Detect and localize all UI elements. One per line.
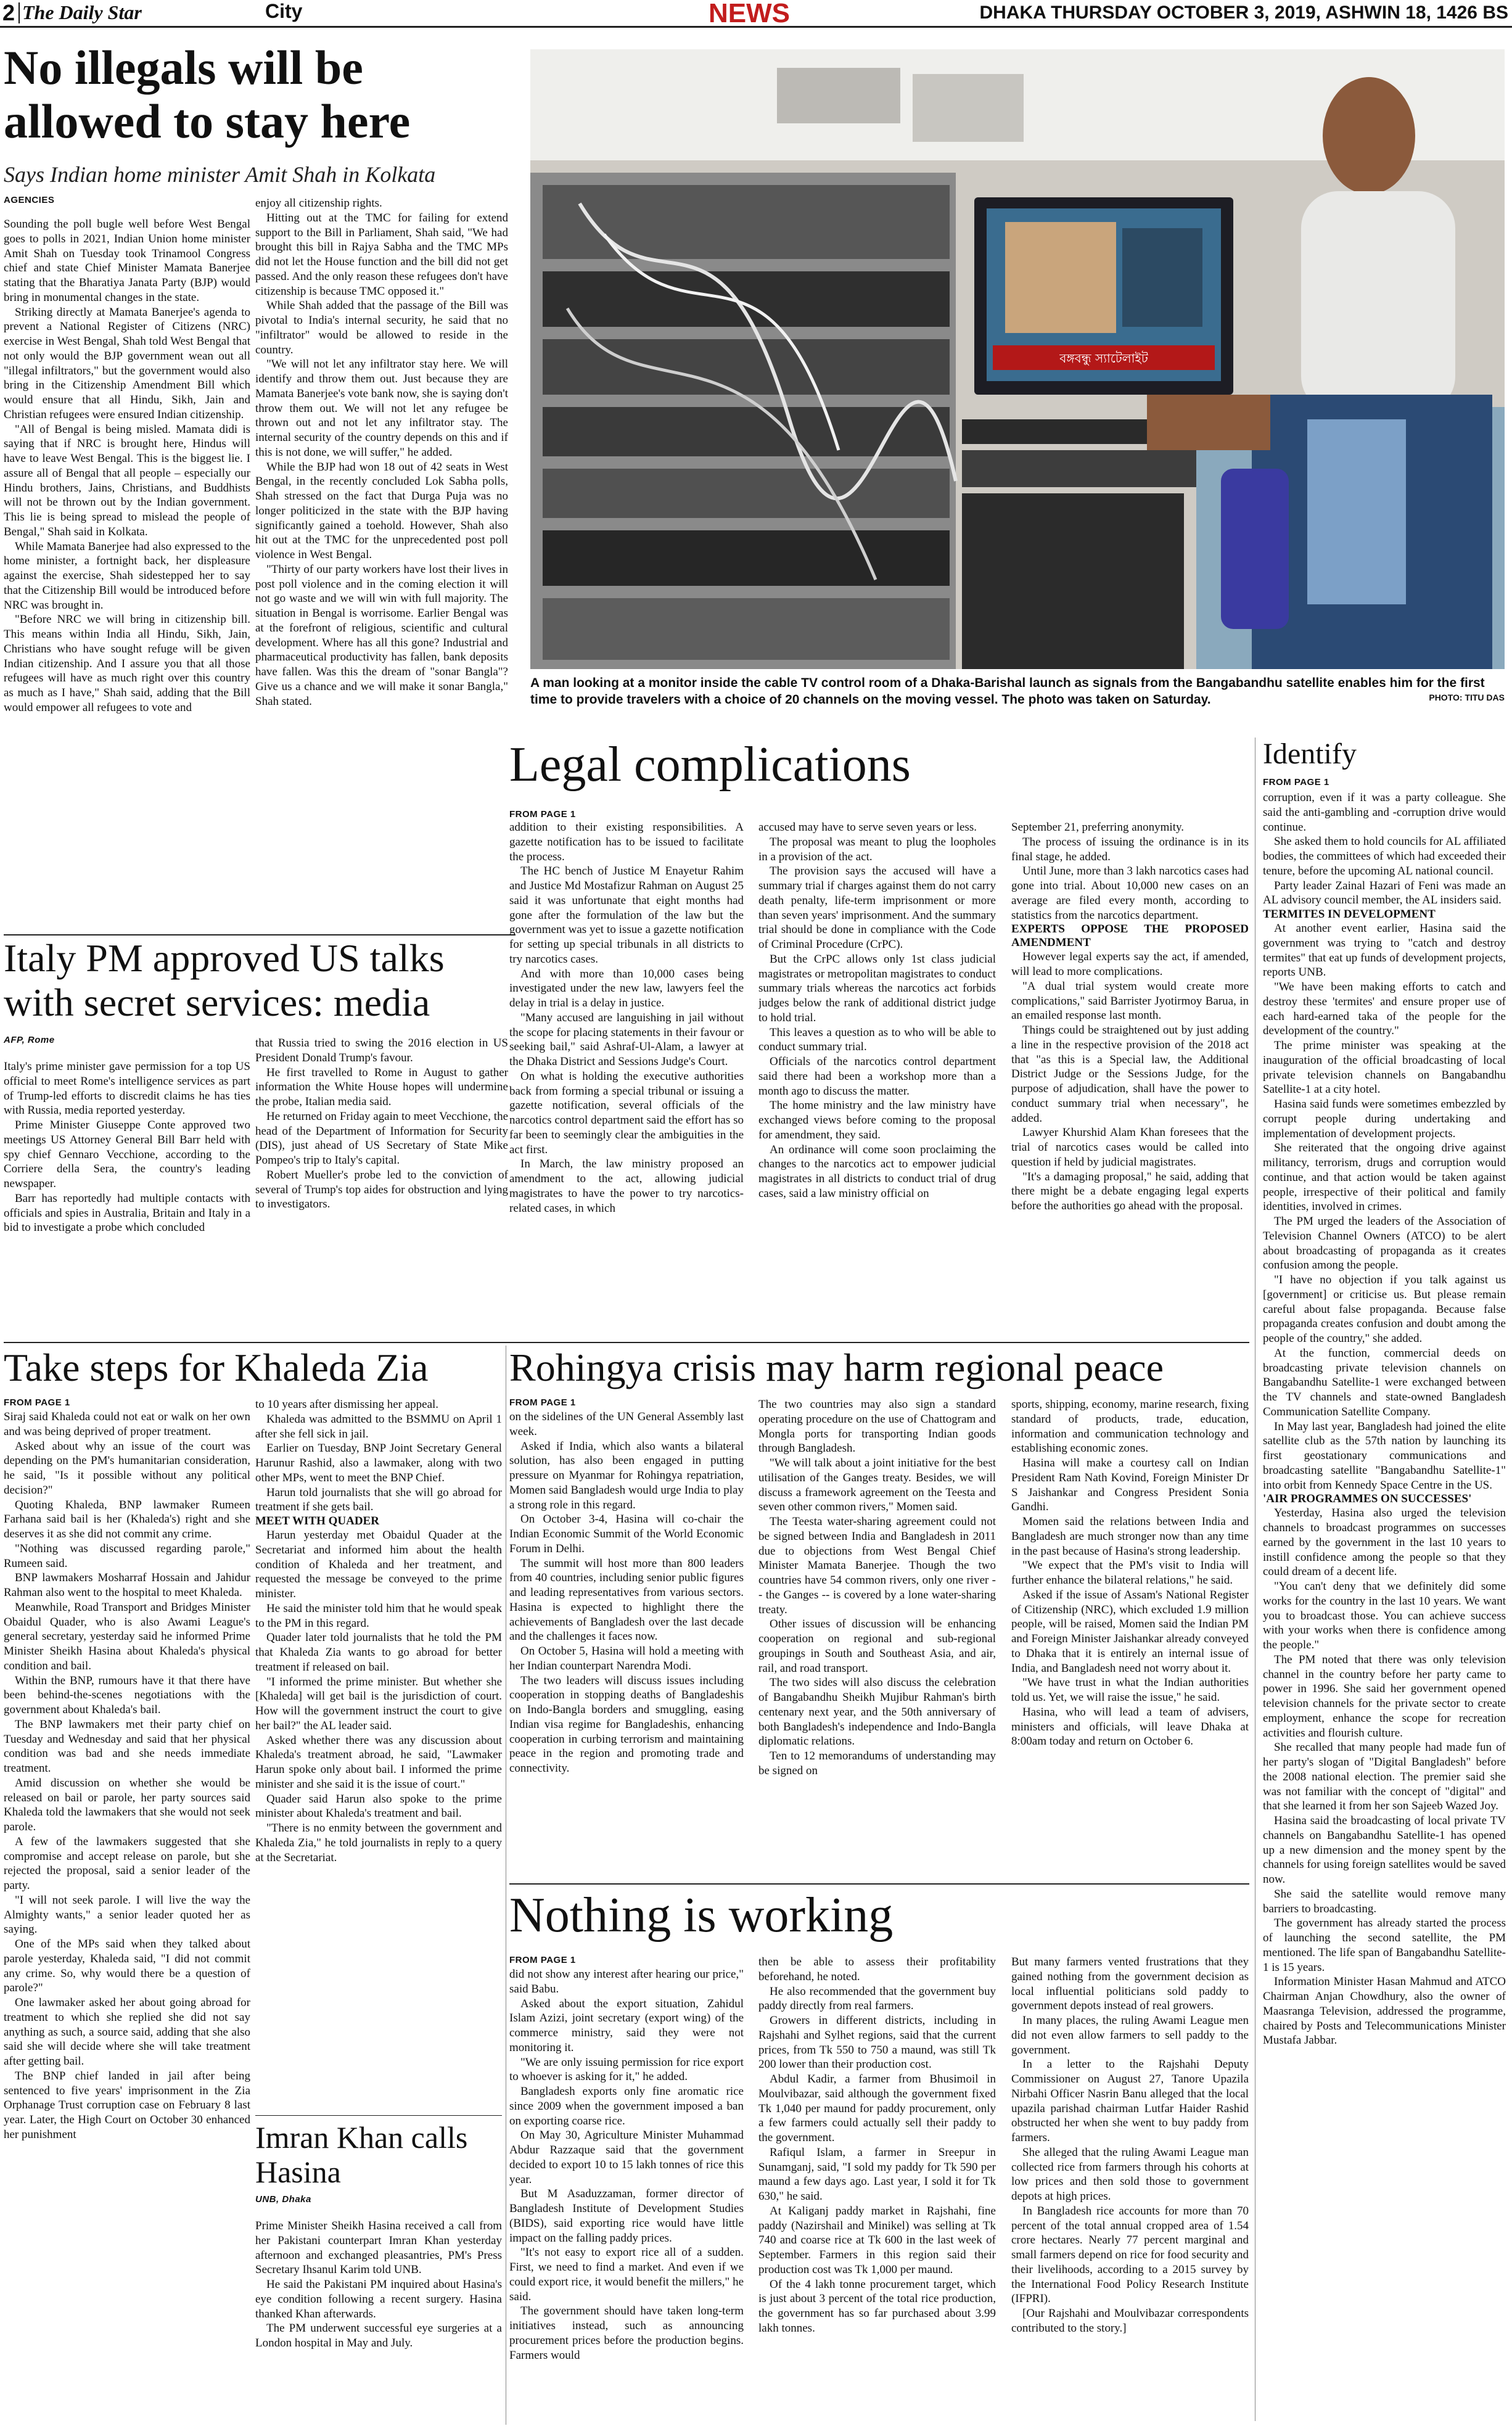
- page-number: 2: [2, 0, 15, 25]
- paragraph: Abdul Kadir, a farmer from Bhusimoil in Moulvibazar, said although the government fixed Tk 1,040 per maund for paddy procurement, only a few farmers could actually sell their paddy to the government.: [758, 2073, 996, 2144]
- paragraph: He said the minister told him that he would speak to the PM in this regard.: [255, 1601, 502, 1630]
- paragraph: Hitting out at the TMC for failing for extend support to the Bill in Parliament, Shah said, "We had brought this bill in Rajya Sabha and the TMC MPs did not let the House function and the bill did not get passed. And the only reason these refugees don't have citizenship is because TMC opposed it.": [255, 211, 508, 298]
- paragraph: "We will talk about a joint initiative for the best utilisation of the Ganges treaty. Besides, we will discuss a framework agreement on the Teesta and seven other common rivers," Momen said.: [758, 1457, 996, 1514]
- paragraph: Within the BNP, rumours have it that there have been behind-the-scenes negotiations with the government about Khaleda's bail.: [4, 1674, 250, 1716]
- news-label: NEWS: [709, 0, 790, 28]
- paragraph: While Shah added that the passage of the Bill was pivotal to India's internal security, he said that no "infiltrator" would be allowed to reside in the country.: [255, 299, 508, 356]
- paragraph: Growers in different districts, including in Rajshahi and Sylhet regions, said that the current prices, from Tk 550 to 750 a maund, was still Tk 200 lower than their production cost.: [758, 2014, 996, 2071]
- paragraph: EXPERTS OPPOSE THE PROPOSED AMENDMENT: [1011, 923, 1249, 950]
- rohingya-col-1: [509, 1410, 744, 1878]
- paragraph: Harun yesterday met Obaidul Quader at the Secretariat and informed him about the health condition of Khaleda and her treatment, and requested the message be conveyed to the prime minister.: [255, 1529, 502, 1600]
- paragraph: At the function, commercial deeds on broadcasting private television channels on Bangabandhu Satellite-1 were exchanged between the TV channels and state-owned Bangladesh Communication Satellite Company.: [1263, 1346, 1506, 1418]
- paragraph: TERMITES IN DEVELOPMENT: [1263, 908, 1436, 921]
- paragraph: Robert Mueller's probe led to the conviction of several of Trump's top aides for obstruction and lying to investigators.: [255, 1168, 508, 1211]
- paragraph: "We expect that the PM's visit to India will further enhance the bilateral relations," he said.: [1011, 1559, 1249, 1587]
- paragraph: Asked whether there was any discussion about Khaleda's treatment abroad, he said, "Lawmaker Harun spoke only about bail. I informed the prime minister and she said it is the issue of court.": [255, 1733, 502, 1791]
- paragraph: Lawyer Khurshid Alam Khan foresees that the trial of narcotics cases would be called into question if held by judicial magistrates.: [1011, 1126, 1249, 1169]
- paragraph: on the sidelines of the UN General Assembly last week.: [509, 1410, 744, 1438]
- byline-illegals: AGENCIES: [4, 195, 55, 205]
- paragraph: Hasina will make a courtesy call on Indian President Ram Nath Kovind, Foreign Minister Dr S Jaishankar and Congress President Sonia Gandhi.: [1011, 1457, 1249, 1514]
- paragraph: In a letter to the Rajshahi Deputy Commissioner on August 27, Tanore Upazila Nirbahi Officer Nasrin Banu alleged that the local upazila parishad chairman Lutfar Haider Rashid obstructed her when she went to buy paddy from farmers.: [1011, 2058, 1249, 2144]
- headline-imran: Imran Khan calls Hasina: [255, 2120, 468, 2189]
- paragraph: The provision says the accused will have a summary trial if charges against them do not carry death penalty, life-term imprisonment or more than seven years' imprisonment. And the summary trial should be done in compliance with the Code of Criminal Procedure (CrPC).: [758, 865, 996, 951]
- paragraph: "There is no enmity between the government and Khaleda Zia," he told journalists in reply to a query at the Secretariat.: [255, 1822, 502, 1864]
- rohingya-col-2: [758, 1397, 996, 1878]
- rohingya-col-3: [1011, 1397, 1249, 1878]
- paragraph: Other issues of discussion will be enhancing cooperation on regional and sub-regional groupings in South and Southeast Asia, and air, rail, and road transport.: [758, 1618, 996, 1675]
- paragraph: The two leaders will discuss issues including cooperation in stopping deaths of Bangladeshis on Indo-Bangla borders and smuggling, easing Indian visa regime for Bangladeshis, enhancing cooperation in curbing terrorism and maintaining peace in the region and promoting trade and connectivity.: [509, 1674, 744, 1775]
- paragraph: But many farmers vented frustrations that they gained nothing from the government decision as local influential politicians sold paddy to government depots instead of real growers.: [1011, 1955, 1249, 2013]
- paragraph: In March, the law ministry proposed an amendment to the act, allowing judicial magistrates to have the power to try narcotics-related cases, in which: [509, 1157, 744, 1215]
- headline-nothing: Nothing is working: [509, 1888, 894, 1943]
- paragraph: 'AIR PROGRAMMES ON SUCCESSES': [1263, 1492, 1472, 1506]
- paragraph: A few of the lawmakers suggested that she compromise and accept release on parole, but she rejected the proposal, said a senior leader of the party.: [4, 1835, 250, 1892]
- paragraph: The proposal was meant to plug the loopholes in a provision of the act.: [758, 835, 996, 863]
- byline-italy: AFP, Rome: [4, 1035, 55, 1045]
- paragraph: She said the satellite would remove many barriers to broadcasting.: [1263, 1887, 1506, 1915]
- paragraph: Of the 4 lakh tonne procurement target, which is just about 3 percent of the total rice production, the government has so far purchased about 3.99 lakh tonnes.: [758, 2277, 996, 2335]
- paragraph: While Mamata Banerjee had also expressed to the home minister, a fortnight back, her displeasure against the exercise, Shah sidestepped her to say that the Citizenship Bill would be introduced before NRC was brought in.: [4, 540, 250, 612]
- paragraph: The BNP chief landed in jail after being sentenced to five years' imprisonment in the Zia Orphanage Trust corruption case on February 8 last year. Later, the High Court on October 30 enhanced her punishment: [4, 2069, 250, 2141]
- paragraph: addition to their existing responsibilities. A gazette notification has to be issued to facilitate the process.: [509, 821, 744, 863]
- illegals-col-2: [255, 196, 508, 930]
- paragraph: Asked if the issue of Assam's National Register of Citizenship (NRC), which excluded 1.9 million people, will be raised, Momen said the Indian PM and Foreign Minister Jaishankar already conveyed to Dhaka that it is entirely an internal issue of India, and Bangladesh need not worry about it.: [1011, 1588, 1249, 1675]
- rule-illegals: [4, 934, 516, 935]
- paragraph: On what is holding the executive authorities back from forming a special tribunal or issuing a gazette notification, several officials of the narcotics control department said the effort has so far been to seemingly clear the ambiguities in the act first.: [509, 1069, 744, 1156]
- paragraph: Sounding the poll bugle well before West Bengal goes to polls in 2021, Indian Union home minister Amit Shah on Tuesday took Trinamool Congress chief and state Chief Minister Mamata Banerjee stating that the Bharatiya Janata Party (BJP) would bring in monumental changes in the state.: [4, 218, 250, 304]
- headline-italy: Italy PM approved US talks with secret services: media: [4, 936, 445, 1024]
- deck-illegals: Says Indian home minister Amit Shah in Kolkata: [4, 162, 436, 187]
- paragraph: The home ministry and the law ministry have exchanged views before coming to the proposal for amendment, they said.: [758, 1099, 996, 1141]
- paragraph: Prime Minister Giuseppe Conte approved two meetings US Attorney General Bill Barr held with spy chief Gennaro Vecchione, according to the Corriere della Sera, the country's leading newspaper.: [4, 1119, 250, 1190]
- paragraph: On October 3-4, Hasina will co-chair the Indian Economic Summit of the World Economic Forum in Delhi.: [509, 1513, 744, 1555]
- paragraph: One of the MPs said when they talked about parole yesterday, Khaleda said, "I did not commit any crime. So, why would there be a question of parole?": [4, 1938, 250, 1995]
- paragraph: "You can't deny that we definitely did some works for the country in the last 10 years. We want you to broadcast those. You can achieve success with your works when there is confidence among the people.": [1263, 1580, 1506, 1651]
- paragraph: Until June, more than 3 lakh narcotics cases had gone into trial. About 10,000 new cases on an average are filed every month, according to statistics from the narcotics department.: [1011, 865, 1249, 922]
- byline-imran: UNB, Dhaka: [255, 2194, 311, 2205]
- byline-rohingya: FROM PAGE 1: [509, 1397, 576, 1408]
- section-name: City: [265, 0, 303, 22]
- paragraph: Information Minister Hasan Mahmud and ATCO Chairman Anjan Chowdhury, also the owner of Maasranga Television, addressed the programme, chaired by Posts and Telecommunications Minister Mustafa Jabbar.: [1263, 1975, 1506, 2047]
- paragraph: She reiterated that the ongoing drive against militancy, terrorism, drugs and corruption would continue, and that action would be taken against people, irrespective of their political and family identities, involved in crimes.: [1263, 1141, 1506, 1214]
- paragraph: While the BJP had won 18 out of 42 seats in West Bengal, in the recently concluded Lok Sabha polls, Shah stressed on the fact that Durga Puja was no longer politicized in the state with the BJP having significantly gained a toehold. However, Shah also hit out at the TMC for the unprecedented post poll violence in West Bengal.: [255, 460, 508, 561]
- rule-rohingya: [509, 1883, 1249, 1885]
- paragraph: The Teesta water-sharing agreement could not be signed between India and Bangladesh in 2011 due to objections from West Bengal Chief Minister Mamata Banerjee. Though the two countries have 54 common rivers, only one river -- the Ganges -- is covered by a lone water-sharing treaty.: [758, 1515, 996, 1616]
- paragraph: She asked them to hold councils for AL affiliated bodies, the committees of which had exceeded their tenure, before the upcoming AL national council.: [1263, 835, 1506, 878]
- paragraph: [Our Rajshahi and Moulvibazar correspondents contributed to the story.]: [1011, 2307, 1249, 2335]
- byline-legal: FROM PAGE 1: [509, 809, 576, 820]
- italy-col-1: [4, 1059, 250, 1337]
- paragraph: In May last year, Bangladesh had joined the elite satellite club as the 57th nation by launching its first geostationary communications and broadcasting satellite "Bangabandhu Satellite-1" into orbit from Kennedy Space Centre in the US.: [1263, 1420, 1506, 1492]
- paragraph: She alleged that the ruling Awami League man collected rice from farmers through his cohorts at low prices and then sold those to government depots at high prices.: [1011, 2145, 1249, 2203]
- paragraph: Yesterday, Hasina also urged the television channels to broadcast programmes on successes earned by the government in the last 10 years to instill confidence among the people so that they could dream of a decent life.: [1263, 1507, 1506, 1579]
- paragraph: But the CrPC allows only 1st class judicial magistrates or metropolitan magistrates to conduct summary trials whereas the narcotics act forbids judges below the rank of additional district judge to hold trial.: [758, 952, 996, 1024]
- paragraph: Quoting Khaleda, BNP lawmaker Rumeen Farhana said bail is her (Khaleda's) right and she deserves it as she did not commit any crime.: [4, 1498, 250, 1540]
- paragraph: The PM urged the leaders of the Association of Television Channel Owners (ATCO) to be alert about broadcasting of propaganda as it creates confusion among the people.: [1263, 1215, 1506, 1272]
- paragraph: Party leader Zainal Hazari of Feni was made an AL advisory council member, the AL insiders said.: [1263, 879, 1506, 907]
- paragraph: Asked if India, which also wants a bilateral solution, has also been engaged in putting pressure on Myanmar for Rohingya repatriation, Momen said Bangladesh would urge India to play a strong role in this regard.: [509, 1439, 744, 1511]
- paragraph: "I will not seek parole. I will live the way the Almighty wants," a senior leader quoted her as saying.: [4, 1893, 250, 1936]
- byline-khaleda: FROM PAGE 1: [4, 1397, 70, 1408]
- paragraph: "All of Bengal is being misled. Mamata didi is saying that if NRC is brought here, Hindus will have to leave West Bengal. This is the biggest lie. I assure all of Bengal that all people – especially our Hindu brothers, Jains, Christians, and Buddhists will not be thrown out by the Indian government. This lie is being spread to mislead the people of Bengal," Shah said in Kolkata.: [4, 422, 250, 538]
- paragraph: The BNP lawmakers met their party chief on Tuesday and Wednesday and said that her physical condition was bad and she needs immediate treatment.: [4, 1717, 250, 1775]
- paragraph: "Before NRC we will bring in citizenship bill. This means within India all Hindu, Sikh, Jain, Christians who have sought refuge will be given Indian citizenship. And I assure you that all those refugees will have as much right over this country as much as I have," Shah said, adding that the Bill would empower all refugees to vote and: [4, 613, 250, 714]
- paragraph: accused may have to serve seven years or less.: [758, 821, 977, 834]
- headline-illegals: No illegals will be allowed to stay here: [4, 41, 411, 149]
- paragraph: Hasina said funds were sometimes embezzled by corrupt people during undertaking and implementation of development projects.: [1263, 1098, 1506, 1140]
- paragraph: MEET WITH QUADER: [255, 1515, 379, 1527]
- legal-col-3: [1011, 820, 1249, 1344]
- paragraph: Asked about the export situation, Zahidul Islam Azizi, joint secretary (export wing) of the commerce ministry, said they were not monitoring it.: [509, 1997, 744, 2054]
- paragraph: Prime Minister Sheikh Hasina received a call from her Pakistani counterpart Imran Khan yesterday afternoon and exchanged pleasantries, PM's Press Secretary Ihsanul Karim told UNB.: [255, 2219, 502, 2277]
- illegals-col-1: [4, 217, 250, 939]
- paragraph: However legal experts say the act, if amended, will lead to more complications.: [1011, 950, 1249, 978]
- paragraph: The prime minister was speaking at the inauguration of the official broadcasting of local private television channels on Bangabandhu Satellite-1 at a city hotel.: [1263, 1039, 1506, 1096]
- caption-text: A man looking at a monitor inside the cable TV control room of a Dhaka-Barishal launch as signals from the Bangabandhu satellite enables him for the first time to provide travelers with a choice of 20 channels on the moving vessel. The photo was taken on Saturday.: [530, 676, 1485, 707]
- paragraph: "Nothing was discussed regarding parole," Rumeen said.: [4, 1542, 250, 1570]
- byline-identify: FROM PAGE 1: [1263, 777, 1329, 787]
- paragraph: sports, shipping, economy, marine research, fixing standard of products, trade, education, information and communication technology and establishing economic zones.: [1011, 1398, 1249, 1455]
- paragraph: In Bangladesh rice accounts for more than 70 percent of the total annual cropped area of 1.54 crore hectares. Nearly 77 percent marginal and small farmers depend on rice for food security and their livelihoods, according to a 2015 survey by the International Food Policy Research Institute (IFPRI).: [1011, 2204, 1249, 2306]
- paragraph: He first travelled to Rome in August to gather information the White House hopes will undermine the probe, Italian media said.: [255, 1066, 508, 1108]
- dateline: DHAKA THURSDAY OCTOBER 3, 2019, ASHWIN 18, 1426 BS: [979, 2, 1508, 23]
- paragraph: On October 5, Hasina will hold a meeting with her Indian counterpart Narendra Modi.: [509, 1645, 744, 1672]
- paragraph: "We will not let any infiltrator stay here. We will identify and throw them out. Just because they are Mamata Banerjee's vote bank now, she is saying don't throw them out. We will not let any refugee be thrown out and not let any infiltrator stay. The internal security of the country depends on this and if this is not done, we will suffer," he added.: [255, 358, 508, 459]
- paragraph: Asked about why an issue of the court was depending on the PM's humanitarian consideration, he said, "Is it possible without any political decision?": [4, 1439, 250, 1497]
- paragraph: "Thirty of our party workers have lost their lives in post poll violence and in the coming election it will not go waste and we will win with full majority. The situation in Bengal is worrisome. Earlier Bengal was at the forefront of religious, scientific and cultural development. Where has all this gone? Industrial and pharmaceutical productivity has fallen, bank deposits have fallen. Was this the dream of "sonar Bangla"? Give us a chance and we will make it sonar Bangla," Shah stated.: [255, 562, 508, 708]
- byline-nothing: FROM PAGE 1: [509, 1955, 576, 1965]
- paragraph: "We are only issuing permission for rice export to whoever is asking for it," he added.: [509, 2055, 744, 2084]
- paragraph: September 21, preferring anonymity.: [1011, 821, 1184, 834]
- khaleda-col-2: [255, 1397, 502, 2107]
- masthead-divider: [18, 2, 20, 23]
- paragraph: He also recommended that the government buy paddy directly from real farmers.: [758, 1984, 996, 2013]
- paragraph: did not show any interest after hearing our price," said Babu.: [509, 1968, 744, 1996]
- paragraph: But M Asaduzzaman, former director of Bangladesh Institute of Development Studies (BIDS), said exporting rice would have little impact on the falling paddy prices.: [509, 2187, 744, 2245]
- paragraph: The HC bench of Justice M Enayetur Rahim and Justice Md Mostafizur Rahman on August 25 said it was unfortunate that eight months had gone after the formulation of the law but the government was yet to issue a gazette notification for setting up special tribunals in all districts to try narcotics cases.: [509, 865, 744, 966]
- paragraph: Khaleda was admitted to the BSMMU on April 1 after she fell sick in jail.: [255, 1412, 502, 1441]
- paragraph: that Russia tried to swing the 2016 election in US President Donald Trump's favour.: [255, 1037, 508, 1064]
- paragraph: enjoy all citizenship rights.: [255, 197, 382, 210]
- paragraph: Ten to 12 memorandums of understanding may be signed on: [758, 1749, 996, 1777]
- paragraph: And with more than 10,000 cases being investigated under the new law, lawyers feel the delay in trial is a delay in justice.: [509, 967, 744, 1009]
- paragraph: Rafiqul Islam, a farmer in Sreepur in Sunamganj, said, "I sold my paddy for Tk 590 per maund a few days ago. Last year, I sold it for Tk 630," he said.: [758, 2145, 996, 2203]
- paragraph: At another event earlier, Hasina said the government was trying to "catch and destroy termites" that eat up funds of development projects, reports UNB.: [1263, 922, 1506, 979]
- rule-legal: [509, 1342, 1249, 1343]
- paragraph: Quader later told journalists that he told the PM that Khaleda Zia wants to go abroad for better treatment if released on bail.: [255, 1631, 502, 1674]
- paragraph: "We have been making efforts to catch and destroy these 'termites' and ensure proper use of each hard-earned taka of the people for the development of the country.": [1263, 981, 1506, 1038]
- paragraph: Officials of the narcotics control department said there had been a workshop more than a month ago to discuss the matter.: [758, 1055, 996, 1098]
- nothing-col-1: [509, 1967, 744, 2427]
- masthead: [0, 0, 1512, 28]
- tv-screen-text: বঙ্গবন্ধু স্যাটেলাইট: [1059, 351, 1148, 366]
- paragraph: "A dual trial system would create more complications," said Barrister Jyotirmoy Barua, in an emailed response last month.: [1011, 979, 1249, 1022]
- paragraph: Barr has reportedly had multiple contacts with officials and spies in Australia, Britain and Italy in a bid to investigate a probe which concluded: [4, 1191, 250, 1235]
- newspaper-logo: The Daily Star: [22, 1, 142, 23]
- paragraph: "I have no objection if you talk against us [government] or criticise us. But please remain careful about false propaganda. Because false propaganda creates confusion and doubt among the people of the country," she added.: [1263, 1273, 1506, 1345]
- paragraph: BNP lawmakers Mosharraf Hossain and Jahidur Rahman also went to the hospital to meet Khaleda.: [4, 1571, 250, 1599]
- photo-caption: [530, 675, 1505, 709]
- paragraph: Hasina, who will lead a team of advisers, ministers and officials, will leave Dhaka at 8:00am today and return on October 6.: [1011, 1705, 1249, 1748]
- paragraph: Siraj said Khaleda could not eat or walk on her own and was being deprived of proper treatment.: [4, 1410, 250, 1438]
- paragraph: Italy's prime minister gave permission for a top US official to meet Rome's intelligence services as part of Trump-led efforts to discredit claims he has ties with Russia, media reported yesterday.: [4, 1060, 250, 1117]
- paragraph: "We have trust in what the Indian authorities told us. Yet, we will raise the issue," he said.: [1011, 1676, 1249, 1704]
- paragraph: Bangladesh exports only fine aromatic rice since 2009 when the government imposed a ban on exporting coarse rice.: [509, 2085, 744, 2128]
- identify-col: [1263, 791, 1506, 2428]
- photo-cable-tv-control-room: [530, 49, 1505, 669]
- paragraph: She recalled that many people had made fun of her party's slogan of "Digital Bangladesh" before the 2008 national election. The premier said she was not familiar with the concept of "digital" and that she learned it from her son Sajeeb Wazed Joy.: [1263, 1741, 1506, 1813]
- legal-col-2: [758, 820, 996, 1344]
- paragraph: The government has already started the process of launching the second satellite, the PM mentioned. The life span of Bangabandhu Satellite-1 is 15 years.: [1263, 1917, 1506, 1974]
- paragraph: Amid discussion on whether she would be released on bail or parole, her party sources said Khaleda told the lawmakers that she would not seek parole.: [4, 1776, 250, 1833]
- paragraph: to 10 years after dismissing her appeal.: [255, 1398, 439, 1411]
- photo-illustration: [530, 49, 1505, 669]
- headline-legal: Legal complications: [509, 738, 911, 792]
- paragraph: This leaves a question as to who will be able to conduct summary trial.: [758, 1026, 996, 1054]
- italy-col-2: [255, 1036, 508, 1338]
- rule-italy: [4, 1342, 509, 1343]
- paragraph: In many places, the ruling Awami League men did not even allow farmers to sell paddy to the government.: [1011, 2014, 1249, 2057]
- legal-col-1: [509, 820, 744, 1344]
- paragraph: He said the Pakistani PM inquired about Hasina's eye condition following a recent surgery. Hasina thanked Khan afterwards.: [255, 2278, 502, 2321]
- paragraph: Quader said Harun also spoke to the prime minister about Khaleda's treatment and bail.: [255, 1792, 502, 1820]
- paragraph: Meanwhile, Road Transport and Bridges Minister Obaidul Quader, who is also Awami League's general secretary, yesterday said he informed Prime Minister Sheikh Hasina about Khaleda's physical condition and bail.: [4, 1600, 250, 1672]
- paragraph: "I informed the prime minister. But whether she [Khaleda] will get bail is the jurisdiction of court. How will the government instruct the court to give her bail?" the AL leader said.: [255, 1675, 502, 1732]
- paragraph: corruption, even if it was a party colleague. She said the anti-gambling and -corruption drive would continue.: [1263, 791, 1506, 834]
- photo-credit: PHOTO: TITU DAS: [1429, 693, 1505, 703]
- paragraph: The two countries may also sign a standard operating procedure on the use of Chattogram and Mongla ports for transporting Indian goods through Bangladesh.: [758, 1398, 996, 1455]
- paragraph: He returned on Friday again to meet Vecchione, the head of the Department of Information for Security (DIS), just ahead of US Secretary of State Mike Pompeo's trip to Italy's capital.: [255, 1109, 508, 1167]
- headline-identify: Identify: [1263, 738, 1357, 770]
- paragraph: Momen said the relations between India and Bangladesh are much stronger now than any time in the past because of Hasina's strong leadership.: [1011, 1515, 1249, 1558]
- paragraph: Harun told journalists that she will go abroad for treatment if she gets bail.: [255, 1486, 502, 1514]
- paragraph: "It's a damaging proposal," he said, adding that there might be a debate engaging legal experts before the authorities go ahead with the proposal.: [1011, 1170, 1249, 1212]
- paragraph: Earlier on Tuesday, BNP Joint Secretary General Harunur Rashid, also a lawmaker, along with two other MPs, went to meet the BNP Chief.: [255, 1442, 502, 1484]
- paragraph: Hasina said the broadcasting of local private TV channels on Bangabandhu Satellite-1 has opened up a new dimension and the money spent by the channels for using foreign satellites would be saved now.: [1263, 1814, 1506, 1886]
- paragraph: On May 30, Agriculture Minister Muhammad Abdur Razzaque said that the government decided to export 10 to 15 lakh tonnes of rice this year.: [509, 2129, 744, 2186]
- paragraph: "It's not easy to export rice all of a sudden. First, we need to find a market. And even if we could export rice, it would benefit the millers," he said.: [509, 2246, 744, 2303]
- paragraph: The government should have taken long-term initiatives instead, such as announcing procurement prices before the production begins. Farmers would: [509, 2304, 744, 2362]
- rule-imran: [255, 2115, 502, 2116]
- nothing-col-3: [1011, 1955, 1249, 2427]
- paragraph: The two sides will also discuss the celebration of Bangabandhu Sheikh Mujibur Rahman's birth centenary next year, and the 50th anniversary of both Bangladesh's independence and Indo-Bangla diplomatic relations.: [758, 1676, 996, 1748]
- imran-col: [255, 2219, 502, 2428]
- paragraph: Striking directly at Mamata Banerjee's agenda to prevent a National Register of Citizens (NRC) exercise in West Bengal, Shah told West Bengal that not only would the BJP government wean out all "illegal infiltrators," but the government would also bring in the Citizenship Amendment Bill which would ensure that all Hindu, Sikh, Jain and Christian refugees were ensured Indian citizenship.: [4, 305, 250, 421]
- paragraph: The PM underwent successful eye surgeries at a London hospital in May and July.: [255, 2322, 502, 2350]
- paragraph: An ordinance will come soon proclaiming the changes to the narcotics act to empower judicial magistrates in all districts to conduct trial of drug cases, said a law ministry official on: [758, 1143, 996, 1200]
- paragraph: then be able to assess their profitability beforehand, he noted.: [758, 1955, 996, 1983]
- headline-rohingya: Rohingya crisis may harm regional peace: [509, 1346, 1164, 1389]
- paragraph: "Many accused are languishing in jail without the scope for placing statements in their favour or seeking bail," said Ashraf-Ul-Alam, a lawyer at the Dhaka District and Sessions Judge's Court.: [509, 1011, 744, 1068]
- headline-khaleda: Take steps for Khaleda Zia: [4, 1346, 429, 1389]
- paragraph: Things could be straightened out by just adding a line in the respective provision of the 2018 act that "as this is a Special law, the Additional District Judge or the Sessions Judge, for the purpose of adjudication, shall have the power to conduct summary trial when necessary", he added.: [1011, 1024, 1249, 1125]
- khaleda-col-1: [4, 1410, 250, 2427]
- paragraph: One lawmaker asked her about going abroad for treatment to which she replied she did not say anything as such, a source said, adding that she also said she will decide where she will take treatment after getting bail.: [4, 1996, 250, 2068]
- paragraph: At Kaliganj paddy market in Rajshahi, fine paddy (Nazirshail and Minikel) was selling at Tk 740 and coarse rice at Tk 600 in the last week of September. Farmers in this region said their production cost was Tk 1,000 per maund.: [758, 2204, 996, 2276]
- paragraph: The summit will host more than 800 leaders from 40 countries, including senior public figures and leading representatives from various sectors. Hasina is expected to highlight there the achievements of Bangladesh over the last decade and the challenges it faces now.: [509, 1556, 744, 1643]
- nothing-col-2: [758, 1955, 996, 2427]
- paragraph: The process of issuing the ordinance is in its final stage, he added.: [1011, 835, 1249, 863]
- paragraph: The PM noted that there was only television channel in the country before her party came to power in 1996. She said her government opened television channels for the private sector to create employment, enhance the scope for recreation activities and flourish culture.: [1263, 1653, 1506, 1740]
